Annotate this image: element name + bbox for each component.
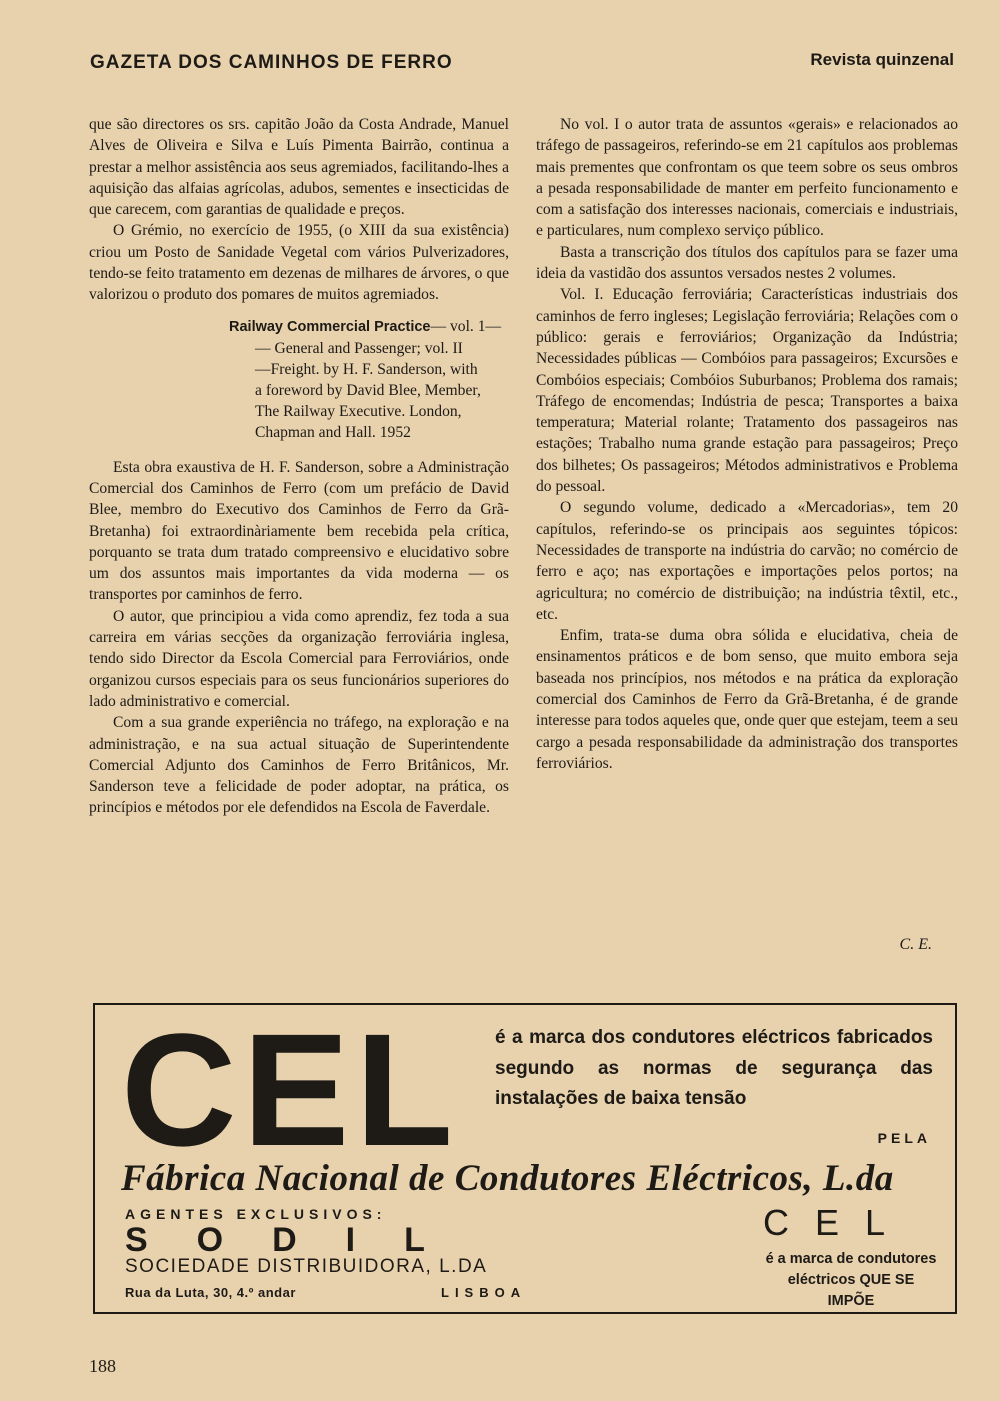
journal-title: GAZETA DOS CAMINHOS DE FERRO [90,52,453,73]
book-ref-line: Chapman and Hall. 1952 [255,423,411,441]
right-column [536,114,958,774]
ad-brand-small: CEL [763,1202,912,1243]
paragraph: Enfim, trata-se duma obra sólida e elucidativa, cheia de ensinamentos práticos e de bom senso, que muito embora seja baseada nos princípios, nos métodos e na prática da exploração comercial dos Caminhos de Ferro da Grã-Bretanha, é de grande interesse para todos aqueles que, onde quer que estejam, teem a seu cargo a pesada responsabilidade da administração dos transportes ferroviários. [536,627,958,772]
ad-tagline: é a marca de condutores eléctricos QUE SE IMPÕE [765,1251,937,1309]
paragraph: Esta obra exaustiva de H. F. Sanderson, sobre a Administração Comercial dos Caminhos de Ferro (com um prefácio de David Blee, membro do Executivo dos Caminhos de Ferro da Grã-Bretanha) foi extraordinàriamente bem recebida pela crítica, porquanto se trata dum tratado compreensivo e elucidativo sobre um dos assuntos mais importantes da vida moderna — os transportes por caminhos de ferro. [89,458,509,604]
paragraph: O autor, que principiou a vida como aprendiz, fez toda a sua carreira em várias secções da organização ferroviária inglesa, tendo sido Director da Escola Comercial para Ferroviários, onde organizou cursos especiais para os seus funcionários superiores do lado administrativo e comercial. [89,607,509,710]
ad-pela: PELA [877,1130,931,1146]
ad-description: é a marca dos condutores eléctricos fabricados segundo as normas de segurança das instalações de baixa tensão [495,1027,933,1109]
left-column [89,114,509,819]
book-ref-line: — vol. 1— [430,317,502,335]
ad-brand-logo: CEL [121,1000,459,1179]
book-ref-line: —Freight. by H. F. Sanderson, with [255,360,478,378]
ad-agents-label: AGENTES EXCLUSIVOS: [125,1206,387,1222]
paragraph: que são directores os srs. capitão João da Costa Andrade, Manuel Alves de Oliveira e Silva e Luís Pimenta Bairrão, continua a prestar a melhor assistência aos seus agremiados, facilitando-lhes a aquisição das alfaias agrícolas, adubos, sementes e insecticidas de que carecem, com garantias de qualidade e preços. [89,116,509,219]
paragraph: O Grémio, no exercício de 1955, (o XIII da sua existência) criou um Posto de Sanidade Vegetal com vários Pulverizadores, tendo-se feito tratamento em dezenas de milhares de árvores, o que valorizou o produto dos pomares de muitos agremiados. [89,222,509,304]
journal-subtitle: Revista quinzenal [810,50,954,69]
book-title: Railway Commercial Practice [229,318,431,335]
ad-address: Rua da Luta, 30, 4.º andar [125,1285,296,1300]
author-signature: C. E. [899,936,932,953]
ad-agent-company: SOCIEDADE DISTRIBUIDORA, L.DA [125,1256,488,1277]
paragraph: No vol. I o autor trata de assuntos «gerais» e relacionados ao tráfego de passageiros, referindo-se em 21 capítulos aos problemas mais prementes que confrontam os que teem sobre os seus ombros a pesada responsabilidade de manter em perfeito funcionamento e com a satisfação dos interesses nacionais, comerciais e industriais, e particulares, num complexo serviço público. [536,116,958,240]
book-ref-line: a foreword by David Blee, Member, [255,381,481,399]
paragraph: Vol. I. Educação ferroviária; Características industriais dos caminhos de ferro ingleses; Legislação ferroviária; Relações com o público: gerais e ferroviários; Organização da Indústria; Necessidades públicas — Combóios para passageiros; Excursões e Combóios especiais; Combóios Suburbanos; Problema dos ramais; Tráfego de encomendas; Indústria de pesca; Transportes a baixa temperatura; Material rolante; Tratamento dos passageiros nas estações; Trabalho numa grande estação para passageiros; Preço dos bilhetes; Os passageiros; Métodos administrativos e Problema do pessoal. [536,286,958,496]
paragraph: Com a sua grande experiência no tráfego, na exploração e na administração, e na sua actual situação de Superintendente Comercial Adjunto dos Caminhos de Ferro Britânicos, Mr. Sanderson teve a felicidade de poder adoptar, na prática, os princípios e métodos por ele defendidos na Escola de Faverdale. [89,714,509,817]
page-number: 188 [89,1356,116,1376]
ad-factory-name: Fábrica Nacional de Condutores Eléctricos, L.da [121,1158,894,1199]
ad-agent-name: SODIL [125,1221,474,1259]
book-ref-line: The Railway Executive. London, [255,402,462,420]
paragraph: O segundo volume, dedicado a «Mercadorias», tem 20 capítulos, referindo-se os principais aos seguintes tópicos: Necessidades de transporte na indústria do carvão; no comércio de ferro e aço; nas exportações e importações pelos portos; na agricultura; no comércio de distribuição; na indústria têxtil, etc., etc. [536,499,958,623]
paragraph: Basta a transcrição dos títulos dos capítulos para se fazer uma ideia da vastidão dos assuntos versados nestes 2 volumes. [536,243,958,283]
advertisement [93,1000,957,1314]
book-ref-line: — General and Passenger; vol. II [255,339,463,357]
book-reference [229,316,509,443]
ad-city: LISBOA [441,1285,527,1300]
